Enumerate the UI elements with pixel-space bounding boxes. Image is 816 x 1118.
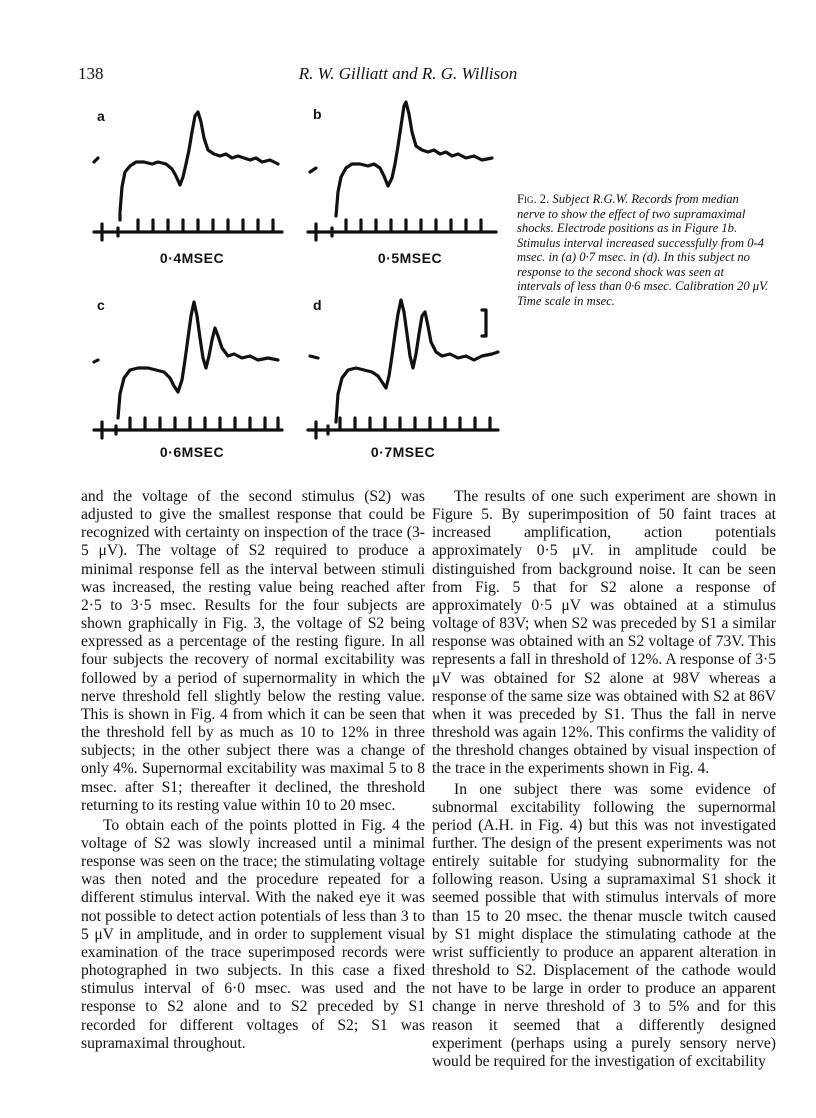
- panel-caption-a: 0·4MSEC: [159, 250, 225, 266]
- response-waveform: [310, 300, 498, 422]
- panel-caption-b: 0·5MSEC: [377, 250, 443, 266]
- page-header: [0, 62, 816, 88]
- right-column: [432, 488, 776, 1071]
- trace-panel-d: [306, 290, 506, 442]
- time-scale: [94, 220, 282, 240]
- figure-caption-text: Subject R.G.W. Records from median nerve to show the effect of two supramaximal shocks. Electrode positions as in Figure 1b. Stimulus interval increased successfully from 0-4 msec. in (a) 0·7 msec. in (d). In this subject no response to the second shock was seen at intervals of less than 0·6 msec. Calibration 20 μV. Time scale in msec.: [517, 192, 769, 308]
- panel-letter-d: d: [313, 297, 322, 313]
- calibration-bar: [482, 310, 486, 336]
- response-waveform: [310, 102, 492, 216]
- panel-letter-c: c: [97, 297, 105, 313]
- panel-letter-a: a: [97, 108, 105, 124]
- time-scale: [94, 418, 282, 438]
- trace-panel-a: [92, 92, 287, 244]
- response-waveform: [94, 112, 278, 220]
- paragraph: The results of one such experiment are shown in Figure 5. By superimposition of 50 faint traces at increased amplification, action potentials approximately 0·5 μV. in amplitude could be distinguished from background noise. It can be seen from Fig. 5 that for S2 alone a response of approximately 0·5 μV was obtained at a stimulus voltage of 83V; when S2 was preceded by S1 a similar response was obtained with an S2 voltage of 73V. This represents a fall in threshold of 12%. A response of 3·5 μV was obtained for S2 alone at 98V whereas a response of the same size was obtained with S2 at 86V when it was preceded by S1. Thus the fall in nerve threshold was again 12%. This confirms the validity of the threshold changes obtained by visual inspection of the trace in the experiments shown in Fig. 4.: [432, 488, 776, 778]
- left-column: [81, 488, 425, 1053]
- panel-letter-b: b: [313, 106, 322, 122]
- running-head: R. W. Gilliatt and R. G. Willison: [298, 64, 518, 83]
- panel-caption-d: 0·7MSEC: [370, 444, 436, 460]
- trace-panel-c: [92, 290, 287, 442]
- trace-panel-b: [306, 92, 501, 244]
- response-waveform: [94, 302, 278, 418]
- page-number: 138: [78, 64, 104, 83]
- time-scale: [308, 220, 496, 240]
- paragraph: and the voltage of the second stimulus (S2) was adjusted to give the smallest response that could be recognized with certainty on inspection of the trace (3-5 μV). The voltage of S2 required to produce a minimal response fell as the interval between stimuli was increased, the resting value being reached after 2·5 to 3·5 msec. Results for the four subjects are shown graphically in Fig. 3, the voltage of S2 being expressed as a percentage of the resting figure. In all four subjects the recovery of normal excitability was followed by a period of supernormality in which the nerve threshold fell slightly below the resting value. This is shown in Fig. 4 from which it can be seen that the threshold fell by as much as 10 to 12% in three subjects; in the other subject there was a change of only 4%. Supernormal excitability was maximal 5 to 8 msec. after S1; thereafter it declined, the threshold returning to its resting value within 10 to 20 msec.: [81, 488, 425, 814]
- paragraph: In one subject there was some evidence of subnormal excitability following the supernormal period (A.H. in Fig. 4) but this was not investigated further. The design of the present experiments was not entirely suitable for studying subnormality for the following reason. Using a supramaximal S1 shock it seemed possible that with stimulus intervals of more than 15 to 20 msec. the thenar muscle twitch caused by S1 might displace the stimulating cathode at the wrist sufficiently to produce an apparent alteration in threshold to S2. Displacement of the cathode would not have to be large in order to produce an apparent change in nerve threshold of 3 to 5% and for this reason it seemed that a differently designed experiment (perhaps using a purely sensory nerve) would be required for the investigation of excitability: [432, 780, 776, 1070]
- paragraph: To obtain each of the points plotted in Fig. 4 the voltage of S2 was slowly increased until a minimal response was seen on the trace; the stimulating voltage was then noted and the procedure repeated for a different stimulus interval. With the naked eye it was not possible to detect action potentials of less than 3 to 5 μV in amplitude, and in order to supplement visual examination of the trace superimposed records were photographed in two subjects. In this case a fixed stimulus interval of 6·0 msec. was used and the response to S2 alone and to S2 preceded by S1 recorded for different voltages of S2; S1 was supramaximal throughout.: [81, 816, 425, 1052]
- figure-label: Fig. 2.: [517, 192, 550, 206]
- panel-caption-c: 0·6MSEC: [159, 444, 225, 460]
- figure-caption: [517, 192, 769, 308]
